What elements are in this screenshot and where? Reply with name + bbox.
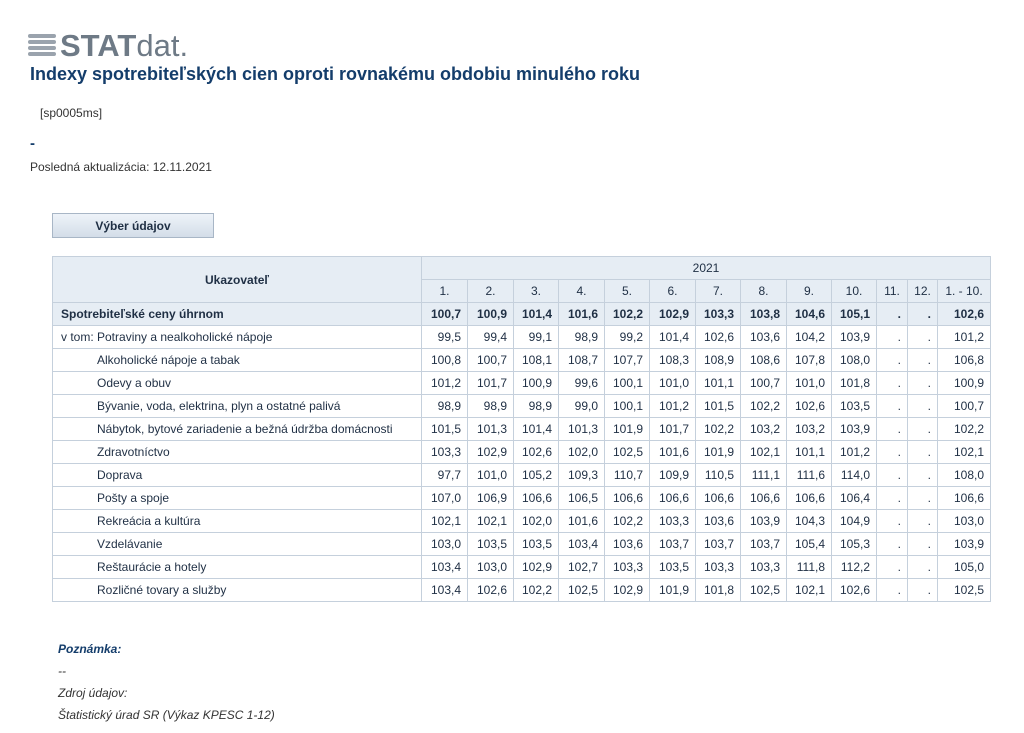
value-cell: 105,3 [832,533,877,556]
value-cell: 108,0 [938,464,991,487]
row-label: Nábytok, bytové zariadenie a bežná údržba domácnosti [53,418,422,441]
row-label: Bývanie, voda, elektrina, plyn a ostatné palivá [53,395,422,418]
value-cell: 103,8 [741,303,787,326]
value-cell: 101,7 [650,418,696,441]
value-cell: 104,2 [787,326,832,349]
value-cell: 99,5 [422,326,468,349]
value-cell: 101,2 [938,326,991,349]
value-cell: 106,6 [741,487,787,510]
value-cell: 103,9 [832,326,877,349]
value-cell: 101,1 [787,441,832,464]
value-cell: 106,5 [559,487,605,510]
value-cell: 100,9 [468,303,514,326]
value-cell: . [908,579,938,602]
value-cell: 107,7 [605,349,650,372]
value-cell: . [877,395,908,418]
value-cell: 102,9 [514,556,559,579]
last-updated: Posledná aktualizácia: 12.11.2021 [30,160,212,174]
month-header: 1. - 10. [938,280,991,303]
value-cell: 103,4 [422,556,468,579]
value-cell: 107,8 [787,349,832,372]
row-label: Pošty a spoje [53,487,422,510]
value-cell: . [877,372,908,395]
value-cell: 101,6 [559,303,605,326]
value-cell: 102,2 [605,510,650,533]
value-cell: 101,6 [650,441,696,464]
value-cell: 102,6 [938,303,991,326]
value-cell: 103,4 [559,533,605,556]
value-cell: 103,9 [741,510,787,533]
value-cell: . [877,579,908,602]
value-cell: . [877,487,908,510]
row-label: v tom: Potraviny a nealkoholické nápoje [53,326,422,349]
year-header: 2021 [422,257,991,280]
logo-text: STATdat. [60,28,189,63]
month-header: 10. [832,280,877,303]
value-cell: 100,1 [605,395,650,418]
value-cell: 97,7 [422,464,468,487]
value-cell: . [908,533,938,556]
value-cell: 103,0 [938,510,991,533]
value-cell: 101,4 [514,418,559,441]
value-cell: 101,8 [696,579,741,602]
table-row [53,418,991,441]
value-cell: . [908,464,938,487]
table-row [53,349,991,372]
value-cell: 101,0 [650,372,696,395]
value-cell: 100,7 [741,372,787,395]
value-cell: 100,7 [938,395,991,418]
value-cell: 108,1 [514,349,559,372]
value-cell: 103,5 [514,533,559,556]
value-cell: 103,2 [741,418,787,441]
table-row [53,372,991,395]
month-header: 5. [605,280,650,303]
row-label: Odevy a obuv [53,372,422,395]
value-cell: 106,6 [605,487,650,510]
month-header: 1. [422,280,468,303]
value-cell: 101,5 [696,395,741,418]
value-cell: 98,9 [559,326,605,349]
value-cell: 101,4 [514,303,559,326]
value-cell: 105,0 [938,556,991,579]
value-cell: 99,6 [559,372,605,395]
value-cell: 109,3 [559,464,605,487]
value-cell: 111,1 [741,464,787,487]
table-row [53,303,991,326]
value-cell: 110,7 [605,464,650,487]
row-label: Doprava [53,464,422,487]
value-cell: 101,5 [422,418,468,441]
month-header: 6. [650,280,696,303]
value-cell: 103,3 [650,510,696,533]
value-cell: . [908,418,938,441]
value-cell: 102,2 [938,418,991,441]
value-cell: . [908,556,938,579]
value-cell: 103,7 [650,533,696,556]
month-header: 8. [741,280,787,303]
value-cell: 111,6 [787,464,832,487]
value-cell: 99,1 [514,326,559,349]
value-cell: . [877,510,908,533]
value-cell: 102,6 [787,395,832,418]
row-label: Spotrebiteľské ceny úhrnom [53,303,422,326]
value-cell: 100,7 [468,349,514,372]
value-cell: . [908,372,938,395]
value-cell: 106,4 [832,487,877,510]
stack-icon [28,34,56,58]
page-title: Indexy spotrebiteľských cien oproti rovnakému obdobiu minulého roku [30,64,641,84]
notes [58,642,275,730]
value-cell: 101,6 [559,510,605,533]
value-cell: 102,6 [696,326,741,349]
value-cell: 103,3 [696,556,741,579]
value-cell: . [877,349,908,372]
value-cell: 103,5 [832,395,877,418]
value-cell: 103,3 [605,556,650,579]
value-cell: 100,1 [605,372,650,395]
month-header: 9. [787,280,832,303]
row-label: Alkoholické nápoje a tabak [53,349,422,372]
value-cell: 104,9 [832,510,877,533]
value-cell: 102,2 [514,579,559,602]
month-header: 3. [514,280,559,303]
value-cell: 106,6 [514,487,559,510]
value-cell: 103,3 [741,556,787,579]
value-cell: 100,9 [514,372,559,395]
value-cell: 101,1 [696,372,741,395]
value-cell: 101,0 [468,464,514,487]
value-cell: 101,2 [650,395,696,418]
value-cell: 103,0 [468,556,514,579]
value-cell: 106,9 [468,487,514,510]
value-cell: 101,9 [650,579,696,602]
table-row [53,395,991,418]
value-cell: 102,0 [559,441,605,464]
value-cell: 101,0 [787,372,832,395]
value-cell: 103,9 [938,533,991,556]
value-cell: . [908,303,938,326]
value-cell: 101,9 [696,441,741,464]
value-cell: 99,2 [605,326,650,349]
value-cell: 105,4 [787,533,832,556]
value-cell: 99,4 [468,326,514,349]
value-cell: 104,6 [787,303,832,326]
value-cell: 109,9 [650,464,696,487]
value-cell: . [908,487,938,510]
value-cell: 101,4 [650,326,696,349]
value-cell: 108,0 [832,349,877,372]
value-cell: 98,9 [468,395,514,418]
table-row [53,533,991,556]
value-cell: 103,4 [422,579,468,602]
value-cell: 102,9 [605,579,650,602]
note-text: -- [58,664,66,678]
statdat-logo[interactable] [28,30,188,62]
value-cell: 110,5 [696,464,741,487]
value-cell: 108,9 [696,349,741,372]
select-data-button[interactable]: Výber údajov [52,213,214,238]
value-cell: 108,7 [559,349,605,372]
value-cell: . [877,326,908,349]
value-cell: 102,6 [468,579,514,602]
value-cell: 100,8 [422,349,468,372]
value-cell: 108,3 [650,349,696,372]
value-cell: 101,7 [468,372,514,395]
source-title: Zdroj údajov: [58,686,128,700]
table-row [53,441,991,464]
value-cell: 102,6 [514,441,559,464]
value-cell: 106,6 [938,487,991,510]
value-cell: 106,6 [696,487,741,510]
table-row [53,487,991,510]
value-cell: 102,2 [605,303,650,326]
value-cell: 101,3 [559,418,605,441]
value-cell: 102,0 [514,510,559,533]
value-cell: 101,9 [605,418,650,441]
value-cell: 102,1 [787,579,832,602]
value-cell: 99,0 [559,395,605,418]
value-cell: 103,5 [468,533,514,556]
value-cell: 103,6 [741,326,787,349]
indicator-header: Ukazovateľ [53,257,422,303]
value-cell: 101,2 [832,441,877,464]
row-label: Zdravotníctvo [53,441,422,464]
data-table [52,256,991,602]
value-cell: 103,2 [787,418,832,441]
value-cell: 102,2 [741,395,787,418]
value-cell: . [908,510,938,533]
value-cell: . [877,418,908,441]
value-cell: 103,9 [832,418,877,441]
value-cell: 102,5 [559,579,605,602]
source-text: Štatistický úrad SR (Výkaz KPESC 1-12) [58,708,275,722]
row-label: Rekreácia a kultúra [53,510,422,533]
value-cell: 102,9 [650,303,696,326]
value-cell: 101,8 [832,372,877,395]
value-cell: 107,0 [422,487,468,510]
value-cell: . [877,464,908,487]
value-cell: . [877,441,908,464]
value-cell: 114,0 [832,464,877,487]
value-cell: 103,5 [650,556,696,579]
table-row [53,510,991,533]
value-cell: . [877,533,908,556]
value-cell: 103,6 [605,533,650,556]
value-cell: 102,1 [741,441,787,464]
month-header: 11. [877,280,908,303]
value-cell: 102,1 [938,441,991,464]
value-cell: 103,7 [741,533,787,556]
value-cell: 111,8 [787,556,832,579]
table-row [53,326,991,349]
month-header: 4. [559,280,605,303]
value-cell: 102,9 [468,441,514,464]
table-code: [sp0005ms] [40,106,103,120]
value-cell: 103,6 [696,510,741,533]
value-cell: 100,7 [422,303,468,326]
value-cell: 102,5 [605,441,650,464]
note-title: Poznámka: [58,642,122,656]
value-cell: 103,3 [422,441,468,464]
value-cell: . [877,303,908,326]
value-cell: 102,5 [741,579,787,602]
dash-marker: - [30,135,35,152]
month-header: 12. [908,280,938,303]
value-cell: 103,3 [696,303,741,326]
value-cell: 112,2 [832,556,877,579]
value-cell: 104,3 [787,510,832,533]
value-cell: 98,9 [422,395,468,418]
row-label: Vzdelávanie [53,533,422,556]
value-cell: 108,6 [741,349,787,372]
value-cell: 106,8 [938,349,991,372]
value-cell: 105,1 [832,303,877,326]
value-cell: . [908,326,938,349]
value-cell: 102,1 [468,510,514,533]
value-cell: 105,2 [514,464,559,487]
row-label: Reštaurácie a hotely [53,556,422,579]
value-cell: 101,3 [468,418,514,441]
value-cell: . [908,395,938,418]
value-cell: 103,7 [696,533,741,556]
value-cell: 106,6 [650,487,696,510]
value-cell: 101,2 [422,372,468,395]
value-cell: . [877,556,908,579]
month-header: 7. [696,280,741,303]
value-cell: 102,5 [938,579,991,602]
value-cell: 102,2 [696,418,741,441]
value-cell: 100,9 [938,372,991,395]
value-cell: 102,7 [559,556,605,579]
value-cell: 98,9 [514,395,559,418]
month-header: 2. [468,280,514,303]
value-cell: . [908,441,938,464]
table-row [53,579,991,602]
value-cell: . [908,349,938,372]
value-cell: 102,6 [832,579,877,602]
row-label: Rozličné tovary a služby [53,579,422,602]
table-row [53,556,991,579]
value-cell: 106,6 [787,487,832,510]
value-cell: 103,0 [422,533,468,556]
table-row [53,464,991,487]
value-cell: 102,1 [422,510,468,533]
